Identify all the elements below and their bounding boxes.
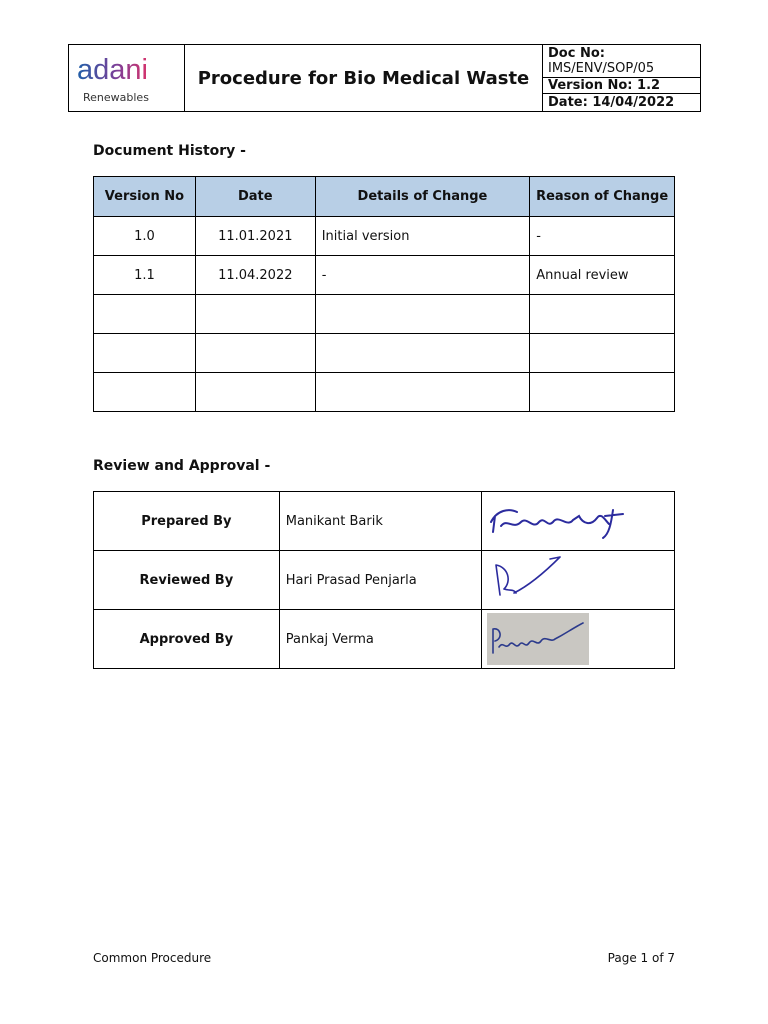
signature-image [490,555,580,607]
table-cell [315,334,530,373]
role-label: Prepared By [94,492,280,551]
review-approval-table [93,491,675,669]
table-cell [530,373,675,412]
logo-subtitle: Renewables [83,91,149,104]
column-header: Date [195,177,315,217]
approval-section-title: Review and Approval - [93,458,271,474]
document-header [68,44,701,112]
table-cell [530,295,675,334]
table-cell [195,334,315,373]
table-cell [530,334,675,373]
role-label: Reviewed By [94,551,280,610]
table-cell [315,373,530,412]
table-cell: - [530,217,675,256]
table-cell: Annual review [530,256,675,295]
table-cell: - [315,256,530,295]
table-row [94,295,675,334]
table-cell [94,295,196,334]
document-meta [543,45,700,111]
table-cell [94,334,196,373]
doc-number-cell [543,45,700,78]
footer-left-text: Common Procedure [93,951,212,965]
table-cell: Initial version [315,217,530,256]
table-row [94,551,675,610]
table-row [94,256,675,295]
version-number: Version No: 1.2 [543,78,700,94]
table-cell: 1.1 [94,256,196,295]
column-header: Version No [94,177,196,217]
doc-number-label: Doc No: [548,46,605,61]
table-cell [94,373,196,412]
doc-number-value: IMS/ENV/SOP/05 [548,61,655,76]
table-cell [195,295,315,334]
person-name: Hari Prasad Penjarla [279,551,482,610]
document-title: Procedure for Bio Medical Waste [185,45,543,111]
table-row [94,610,675,669]
table-cell: 1.0 [94,217,196,256]
table-cell [315,295,530,334]
table-row [94,492,675,551]
table-cell: 11.01.2021 [195,217,315,256]
column-header: Details of Change [315,177,530,217]
signature-cell [482,492,675,551]
person-name: Pankaj Verma [279,610,482,669]
table-row [94,373,675,412]
signature-image [487,613,591,667]
table-cell: 11.04.2022 [195,256,315,295]
document-history-table [93,176,675,412]
table-header-row [94,177,675,217]
table-cell [195,373,315,412]
page-number: Page 1 of 7 [607,951,675,965]
column-header: Reason of Change [530,177,675,217]
table-row [94,217,675,256]
signature-cell [482,551,675,610]
logo-wordmark: adani [77,54,148,86]
document-date: Date: 14/04/2022 [548,95,675,110]
history-section-title: Document History - [93,143,246,159]
signature-cell [482,610,675,669]
signature-image [487,500,637,544]
company-logo [69,45,185,111]
person-name: Manikant Barik [279,492,482,551]
table-row [94,334,675,373]
role-label: Approved By [94,610,280,669]
